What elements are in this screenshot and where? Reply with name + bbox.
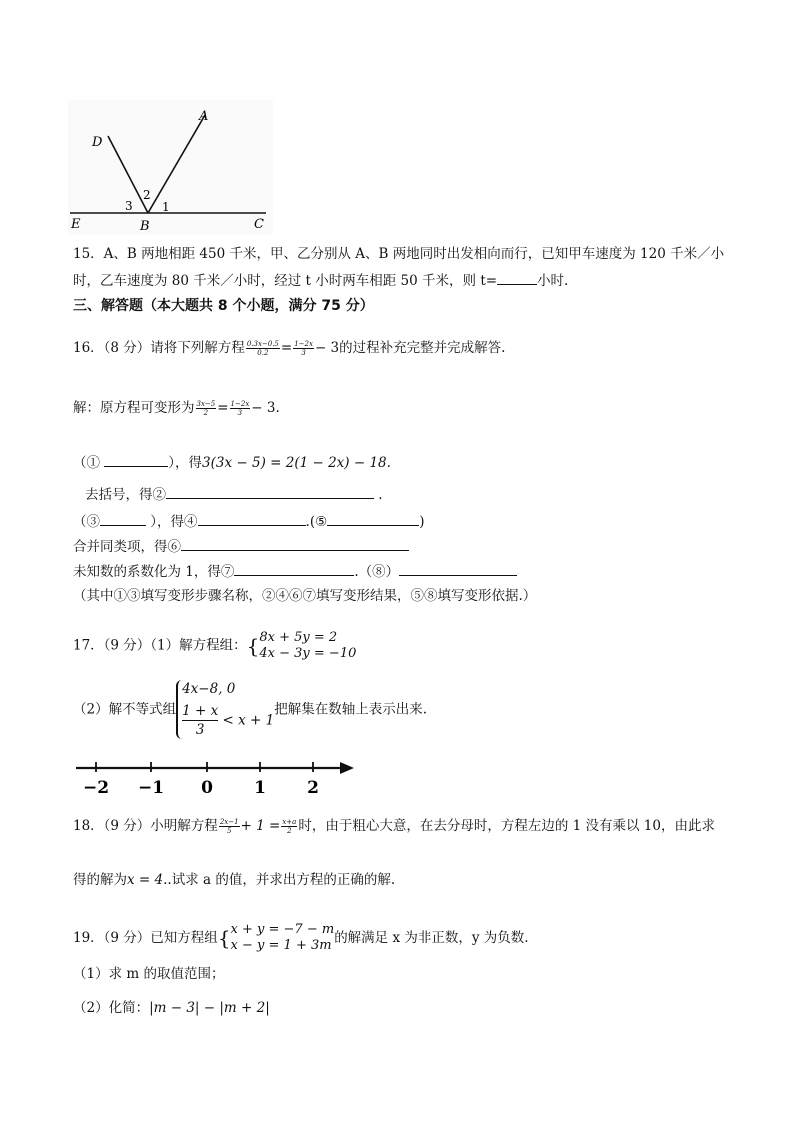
q16-sol-frac2: $\frac{1-2x}{3}$ <box>230 400 250 417</box>
number-line <box>72 756 357 798</box>
q16-prompt: 16．（8 分）请将下列解方程 $\frac{0.3x-0.5}{0.2}$ = $\frac{1-2x}{3}$ − 3的过程补充完整并完成解答. <box>73 340 506 357</box>
q18-frac2: $\frac{x+a}{2}$ <box>282 818 297 835</box>
tick-label: −2 <box>82 778 110 798</box>
angle-2-label: 2 <box>143 188 151 202</box>
label-a: A <box>199 109 209 124</box>
q16-sol-frac1: $\frac{3x-5}{2}$ <box>196 400 216 417</box>
q16-step5: 未知数的系数化为 1，得⑦ .（⑧） <box>73 561 517 582</box>
section3-title: 三、解答题（本大题共 8 个小题，满分 75 分） <box>73 298 374 314</box>
q16-step4: 合并同类项，得⑥ <box>73 536 409 557</box>
blank-5[interactable] <box>327 511 419 526</box>
q15-answer-blank[interactable] <box>497 270 537 285</box>
q18-line2: 得的解为x = 4..试求 a 的值，并求出方程的正确的解. <box>73 872 396 888</box>
blank-2[interactable] <box>166 484 374 499</box>
tick-label: −1 <box>137 778 165 798</box>
q19-part2: （2）化简：|m − 3| − |m + 2| <box>73 1000 270 1016</box>
blank-1[interactable] <box>104 452 168 467</box>
blank-7[interactable] <box>234 561 354 576</box>
q17-inequality-system: 4x−8, 0 $\frac{1 + x}{3}$ < x + 1 <box>176 680 274 739</box>
q17-system: 8x + 5y = 2 4x − 3y = −10 <box>259 630 357 661</box>
q19-part1: （1）求 m 的取值范围； <box>73 966 225 982</box>
q19-prompt: 19．（9 分）已知方程组{ x + y = −7 − m x − y = 1 + 3m 的解满足 x 为非正数，y 为负数. <box>73 922 529 953</box>
q16-step2: 去括号，得② . <box>85 484 383 505</box>
q15-line2: 时，乙车速度为 80 千米／小时，经过 t 小时两车相距 50 千米，则 t= 小时. <box>73 270 568 291</box>
label-e: E <box>71 217 81 232</box>
label-d: D <box>92 135 103 150</box>
q17-part1: 17．（9 分）（1）解方程组：{ 8x + 5y = 2 4x − 3y = −10 <box>73 630 357 661</box>
q16-step3: （③ ），得④ .(⑤ ) <box>73 511 425 532</box>
q16-frac2: $\frac{1-2x}{3}$ <box>294 340 313 357</box>
angle-figure <box>68 100 273 235</box>
q18-frac1: $\frac{2x-1}{5}$ <box>219 818 239 835</box>
label-b: B <box>140 219 150 234</box>
tick-label: 1 <box>254 778 266 798</box>
q15-line1: 15．A、B 两地相距 450 千米，甲、乙分别从 A、B 两地同时出发相向而行，已知甲车速度为 120 千米／小 <box>73 246 725 262</box>
q16-step1: （① ），得3(3x − 5) = 2(1 − 2x) − 18. <box>73 452 391 473</box>
q19-system: x + y = −7 − m x − y = 1 + 3m <box>230 922 335 953</box>
q18-line1: 18．（9 分）小明解方程 $\frac{2x-1}{5}$ + 1 = $\frac{x+a}{2}$ 时，由于粗心大意，在去分母时，方程左边的 1 没有乘以 10，由此求 <box>73 818 715 835</box>
q16-note: （其中①③填写变形步骤名称，②④⑥⑦填写变形结果，⑤⑧填写变形依据.） <box>73 588 537 604</box>
q16-solution-start: 解：原方程可变形为 $\frac{3x-5}{2}$ = $\frac{1-2x}{3}$ − 3. <box>73 400 280 417</box>
q16-frac1: $\frac{0.3x-0.5}{0.2}$ <box>246 340 279 357</box>
blank-6[interactable] <box>181 536 409 551</box>
angle-1-label: 1 <box>162 200 170 214</box>
label-c: C <box>254 217 264 232</box>
blank-4[interactable] <box>198 511 306 526</box>
tick-label: 2 <box>307 778 319 798</box>
tick-label: 0 <box>201 778 213 798</box>
arrow-icon <box>340 762 354 774</box>
blank-8[interactable] <box>399 561 517 576</box>
blank-3[interactable] <box>100 511 146 526</box>
q17-part2: （2）解不等式组 4x−8, 0 $\frac{1 + x}{3}$ < x + 1 把解集在数轴上表示出来. <box>73 681 427 738</box>
angle-3-label: 3 <box>125 199 133 213</box>
